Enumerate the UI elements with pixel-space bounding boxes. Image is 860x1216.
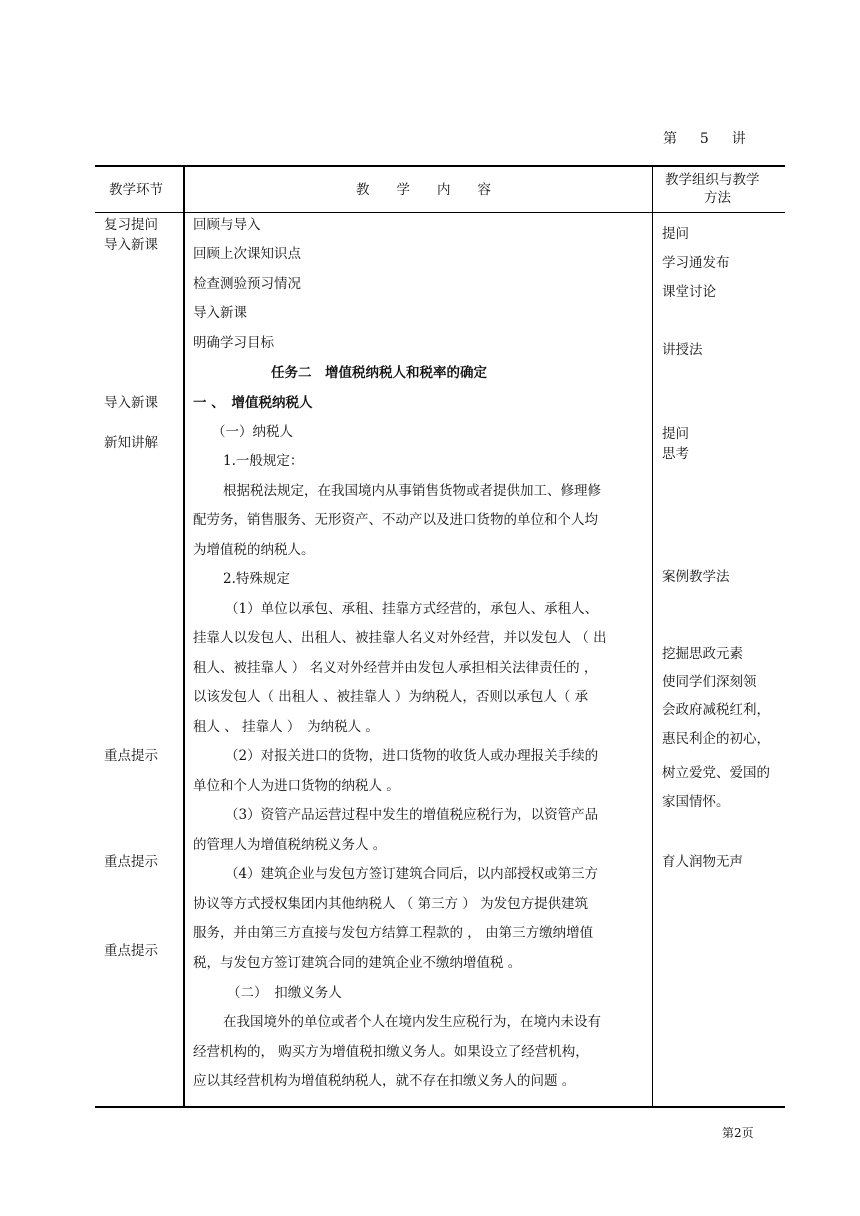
content-line: 挂靠人以发包人、出租人、被挂靠人名义对外经营，并以发包人 （ 出: [193, 630, 607, 646]
method-line: 惠民利企的初心，: [662, 731, 770, 747]
content-line: 租人、被挂靠人 ） 名义对外经营并由发包人承担相关法律责任的 ，: [193, 660, 598, 676]
column-divider-right: [652, 165, 653, 1108]
method-line: 讲授法: [662, 342, 703, 358]
method-line: 挖掘思政元素: [662, 646, 743, 662]
method-line: 树立爱党、爱国的: [662, 765, 770, 781]
header-stage: 教学环节: [109, 182, 163, 198]
table-bottom-border: [95, 1106, 785, 1108]
method-line: 会政府减税红利，: [662, 702, 770, 718]
method-line: 提问: [662, 426, 689, 442]
method-line: 提问: [662, 226, 689, 242]
section-heading: 一 、 增值税纳税人: [193, 395, 313, 411]
content-line: 导入新课: [193, 305, 247, 321]
content-line: 服务，并由第三方直接与发包方结算工程款的 ， 由第三方缴纳增值: [193, 925, 594, 941]
content-line: 的管理人为增值税纳税义务人 。: [193, 837, 387, 853]
content-line: 在我国境外的单位或者个人在境内发生应税行为，在境内未设有: [223, 1014, 601, 1030]
method-line: 使同学们深刻领: [662, 674, 757, 690]
content-line: （2）对报关进口的货物，进口货物的收货人或办理报关手续的: [225, 748, 599, 764]
method-line: 案例教学法: [662, 569, 730, 585]
content-line: 检查测验预习情况: [193, 276, 301, 292]
content-line: 单位和个人为进口货物的纳税人 。: [193, 778, 400, 794]
content-line: （4）建筑企业与发包方签订建筑合同后，以内部授权或第三方: [225, 866, 599, 882]
page-number: 第2页: [722, 1126, 754, 1140]
table-top-border: [95, 165, 785, 167]
content-line: （3）资管产品运营过程中发生的增值税应税行为，以资管产品: [225, 807, 599, 823]
content-line: （1）单位以承包、承租、挂靠方式经营的，承包人、承租人、: [225, 601, 599, 617]
stage-label: 重点提示: [104, 748, 158, 764]
content-line: 根据税法规定，在我国境内从事销售货物或者提供加工、修理修: [223, 483, 601, 499]
column-divider-left: [183, 165, 185, 1108]
header-bottom-border: [95, 212, 785, 213]
content-line: 回顾上次课知识点: [193, 246, 301, 262]
task-title: 任务二 增值税纳税人和税率的确定: [271, 365, 487, 381]
stage-label: 重点提示: [104, 943, 158, 959]
content-line: 明确学习目标: [193, 335, 274, 351]
header-method-line2: 方法: [704, 190, 731, 206]
stage-label: 导入新课: [104, 395, 158, 411]
content-line: 应以其经营机构为增值税纳税人，就不存在扣缴义务人的问题 。: [193, 1073, 576, 1089]
content-line: 配劳务，销售服务、无形资产、不动产以及进口货物的单位和个人均: [193, 512, 598, 528]
subsection-heading: （二） 扣缴义务人: [227, 985, 342, 1001]
lecture-suffix: 讲: [731, 131, 746, 147]
content-line: 租人 、 挂靠人 ） 为纳税人 。: [193, 719, 379, 735]
content-line: 税，与发包方签订建筑合同的建筑企业不缴纳增值税 。: [193, 955, 522, 971]
method-line: 学习通发布: [662, 255, 730, 271]
content-line: 经营机构的， 购买方为增值税扣缴义务人。如果设立了经营机构，: [193, 1044, 589, 1060]
lecture-num: 5: [699, 131, 709, 147]
stage-label: 重点提示: [104, 854, 158, 870]
stage-label: 导入新课: [104, 237, 158, 253]
header-method-line1: 教学组织与教学: [665, 172, 760, 188]
content-line: 回顾与导入: [193, 217, 261, 233]
lecture-prefix: 第: [663, 131, 677, 147]
content-line: 以该发包人（ 出租人 、被挂靠人 ）为纳税人，否则以承包人（ 承: [193, 689, 589, 705]
content-line: 2.特殊规定: [223, 571, 290, 587]
subsection-heading: （一）纳税人: [212, 424, 293, 440]
stage-label: 新知讲解: [104, 435, 158, 451]
content-line: 协议等方式授权集团内其他纳税人 （ 第三方 ） 为发包方提供建筑: [193, 896, 589, 912]
content-line: 为增值税的纳税人。: [193, 542, 315, 558]
header-content: 教 学 内 容: [356, 182, 491, 198]
stage-label: 复习提问: [104, 217, 158, 233]
method-line: 思考: [662, 446, 689, 462]
method-line: 家国情怀。: [662, 794, 730, 810]
content-line: 1.一般规定：: [223, 453, 304, 469]
method-line: 课堂讨论: [662, 284, 716, 300]
lecture-number: [663, 128, 746, 148]
method-line: 育人润物无声: [662, 854, 743, 870]
